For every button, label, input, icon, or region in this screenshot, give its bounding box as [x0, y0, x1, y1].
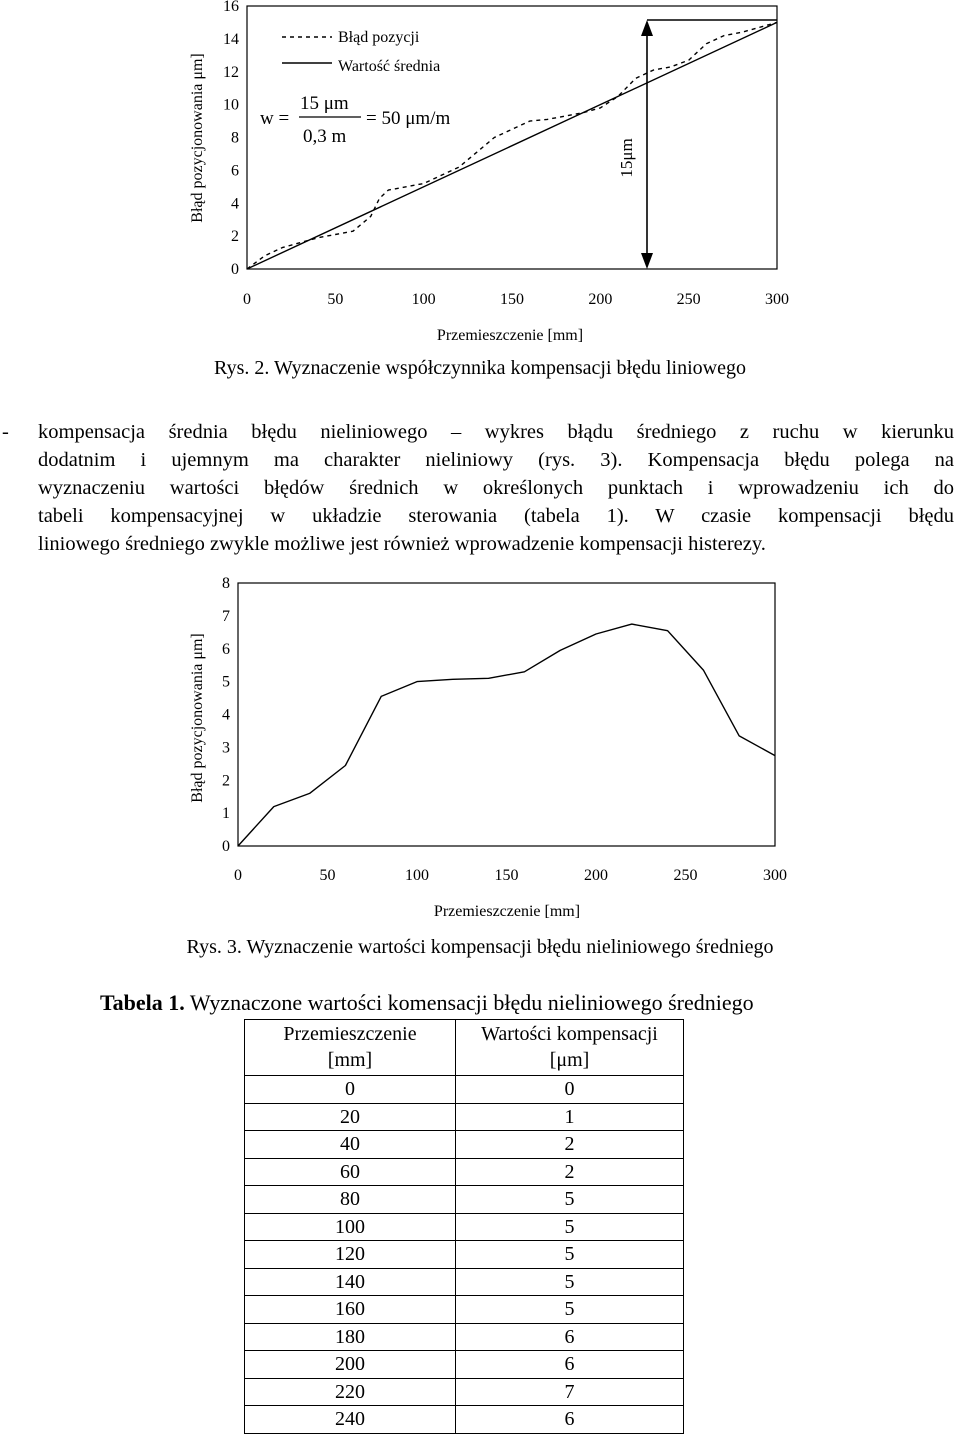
- cell-displacement: 140: [245, 1268, 456, 1296]
- compensation-table: [244, 1019, 684, 1434]
- table-label: Tabela 1.: [100, 990, 185, 1015]
- table-row: [245, 1296, 684, 1324]
- y-tick-label: 7: [222, 607, 230, 625]
- cell-compensation: 5: [456, 1186, 684, 1214]
- table-title: [100, 990, 754, 1016]
- legend-label-blad-pozycji: Błąd pozycji: [338, 29, 420, 46]
- legend: [282, 29, 440, 75]
- header-text: Wartości kompensacji: [481, 1023, 658, 1045]
- formula-result: = 50 μm/m: [366, 108, 451, 129]
- table-row: [245, 1158, 684, 1186]
- x-tick-label: 300: [763, 867, 787, 884]
- cell-displacement: 240: [245, 1406, 456, 1434]
- x-tick-label: 50: [319, 867, 336, 884]
- y-tick-label: 0: [222, 838, 230, 855]
- y-tick-label: 5: [222, 673, 230, 691]
- cell-compensation: 6: [456, 1351, 684, 1379]
- header-unit: [μm]: [549, 1049, 590, 1071]
- cell-displacement: 80: [245, 1186, 456, 1214]
- cell-compensation: 5: [456, 1268, 684, 1296]
- x-tick-label: 200: [584, 867, 608, 884]
- formula-w: w =: [260, 108, 290, 129]
- table-row: [245, 1213, 684, 1241]
- y-tick-label: 12: [223, 63, 239, 81]
- cell-displacement: 100: [245, 1213, 456, 1241]
- table-row: [245, 1103, 684, 1131]
- chart-linear-error: [0, 0, 960, 350]
- y-tick-label: 6: [222, 640, 230, 658]
- y-axis-title: Błąd pozycjonowania μm]: [189, 53, 206, 223]
- x-tick-label: 150: [494, 867, 519, 884]
- paragraph-line-3: wyznaczeniu wartości błędów średnich w określonych punktach i wprowadzeniu ich do: [38, 477, 954, 499]
- x-tick-label: 300: [765, 291, 789, 308]
- cell-compensation: 7: [456, 1378, 684, 1406]
- table-row: [245, 1186, 684, 1214]
- x-axis-title: Przemieszczenie [mm]: [436, 327, 584, 344]
- series-line-1: [238, 624, 775, 846]
- cell-displacement: 200: [245, 1351, 456, 1379]
- x-tick-label: 250: [673, 867, 698, 884]
- y-tick-label: 2: [222, 772, 230, 790]
- table-row: [245, 1323, 684, 1351]
- y-tick-label: 4: [222, 706, 230, 724]
- x-tick-label: 200: [588, 291, 613, 308]
- cell-displacement: 160: [245, 1296, 456, 1324]
- header-text: Przemieszczenie: [283, 1023, 417, 1045]
- x-tick-label: 100: [405, 867, 429, 884]
- paragraph-line-1: kompensacja średnia błędu nieliniowego – wykres błądu średniego z ruchu w kierunku: [38, 421, 954, 443]
- x-tick-label: 150: [500, 291, 524, 308]
- table-row: [245, 1378, 684, 1406]
- y-tick-label: 2: [231, 228, 239, 246]
- y-tick-label: 1: [222, 805, 230, 823]
- header-unit: [mm]: [327, 1049, 373, 1071]
- cell-displacement: 120: [245, 1241, 456, 1269]
- y-tick-label: 10: [223, 96, 239, 114]
- figure-caption-rys-2: Rys. 2. Wyznaczenie współczynnika kompensacji błędu liniowego: [214, 357, 746, 379]
- table-row: [245, 1131, 684, 1159]
- list-dash: -: [2, 421, 9, 443]
- cell-compensation: 5: [456, 1296, 684, 1324]
- cell-compensation: 5: [456, 1241, 684, 1269]
- cell-compensation: 0: [456, 1076, 684, 1104]
- y-tick-label: 0: [231, 261, 239, 278]
- table-row: [245, 1241, 684, 1269]
- cell-displacement: 220: [245, 1378, 456, 1406]
- formula-numerator: 15 μm: [300, 93, 349, 114]
- paragraph-line-4: tabeli kompensacyjnej w układzie sterowania (tabela 1). W czasie kompensacji błędu: [38, 505, 954, 527]
- chart-nonlinear-compensation: [0, 570, 960, 930]
- header-przemieszczenie: [245, 1020, 456, 1076]
- cell-displacement: 0: [245, 1076, 456, 1104]
- y-axis-title: Błąd pozycjonowania μm]: [189, 633, 206, 803]
- table-title-text: Wyznaczone wartości komensacji błędu nieliniowego średniego: [184, 990, 754, 1015]
- y-tick-label: 14: [223, 30, 239, 48]
- header-wartosci-kompensacji: [456, 1020, 684, 1076]
- paragraph-line-2: dodatnim i ujemnym ma charakter nieliniowy (rys. 3). Kompensacja błędu polega na: [38, 449, 954, 471]
- cell-displacement: 40: [245, 1131, 456, 1159]
- plot-area: [238, 583, 775, 846]
- table-row: [245, 1076, 684, 1104]
- x-tick-label: 100: [411, 291, 436, 308]
- y-tick-label: 16: [223, 0, 239, 15]
- cell-compensation: 1: [456, 1103, 684, 1131]
- cell-displacement: 60: [245, 1158, 456, 1186]
- table-row: [245, 1406, 684, 1434]
- cell-compensation: 6: [456, 1406, 684, 1434]
- table-row: [245, 1268, 684, 1296]
- formula-annotation: [260, 93, 450, 147]
- paragraph-line-5: liniowego średniego zwykle możliwe jest również wprowadzenie kompensacji histerezy.: [38, 533, 766, 555]
- y-tick-label: 6: [231, 162, 239, 180]
- table-row: [245, 1351, 684, 1379]
- y-tick-label: 8: [222, 575, 230, 592]
- y-tick-label: 3: [222, 739, 230, 757]
- cell-displacement: 180: [245, 1323, 456, 1351]
- y-tick-label: 8: [231, 129, 239, 147]
- x-tick-label: 0: [243, 291, 251, 308]
- legend-label-wartosc-srednia: Wartość średnia: [338, 58, 441, 75]
- cell-compensation: 2: [456, 1158, 684, 1186]
- arrow-label: 15μm: [617, 138, 636, 178]
- y-tick-label: 4: [231, 195, 239, 213]
- table-header-row: [245, 1020, 684, 1076]
- figure-caption-rys-3: Rys. 3. Wyznaczenie wartości kompensacji błędu nieliniowego średniego: [186, 936, 774, 958]
- x-tick-label: 250: [676, 291, 701, 308]
- x-axis-title: Przemieszczenie [mm]: [433, 903, 581, 920]
- cell-compensation: 2: [456, 1131, 684, 1159]
- error-span-arrow: [617, 20, 777, 269]
- cell-displacement: 20: [245, 1103, 456, 1131]
- cell-compensation: 5: [456, 1213, 684, 1241]
- x-tick-label: 50: [327, 291, 344, 308]
- formula-denominator: 0,3 m: [303, 126, 347, 147]
- cell-compensation: 6: [456, 1323, 684, 1351]
- x-tick-label: 0: [234, 867, 242, 884]
